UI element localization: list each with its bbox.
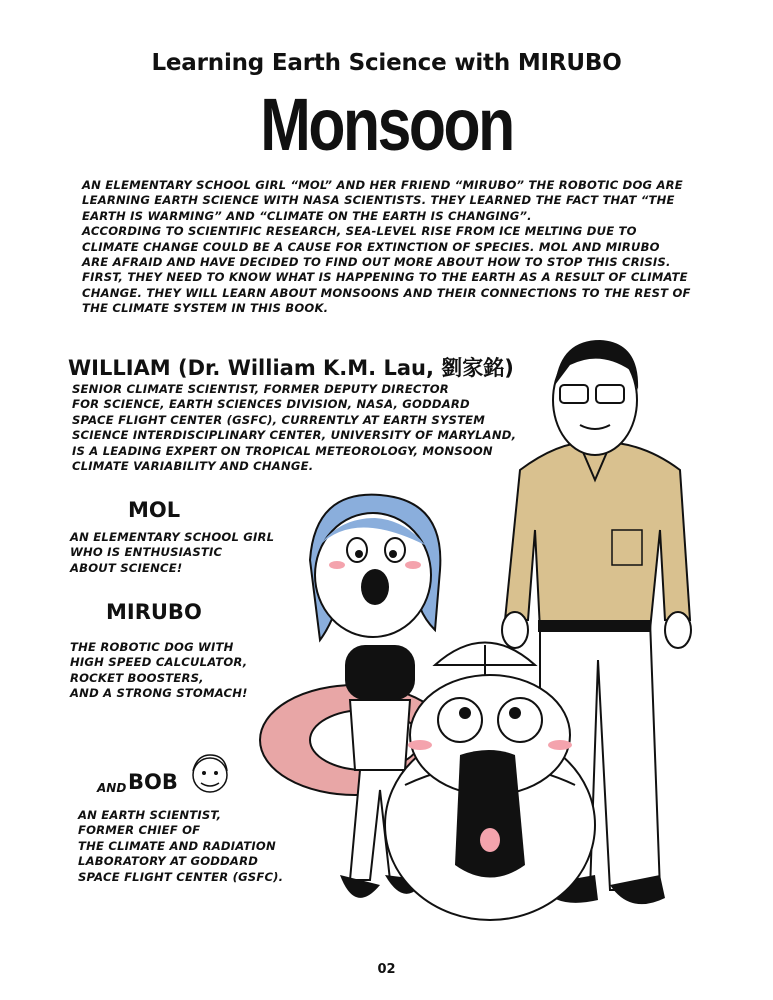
mirubo-illustration: [375, 625, 615, 925]
bob-name: BOB: [128, 770, 178, 794]
intro-line: EARTH IS WARMING” AND “CLIMATE ON THE EARTH IS CHANGING”.: [82, 208, 532, 223]
page-title: Monsoon: [260, 83, 513, 166]
mirubo-description: [70, 640, 310, 702]
intro-line: AN ELEMENTARY SCHOOL GIRL “MOL” AND HER FRIEND “MIRUBO” THE ROBOTIC DOG ARE: [82, 178, 683, 192]
intro-paragraph: [82, 178, 702, 317]
description-line: ABOUT SCIENCE!: [70, 560, 183, 575]
mirubo-name: MIRUBO: [106, 600, 202, 624]
mol-description: [70, 530, 310, 576]
intro-line: THE CLIMATE SYSTEM IN THIS BOOK.: [82, 301, 329, 316]
page-number: 02: [377, 962, 396, 977]
series-title: Learning Earth Science with MIRUBO: [151, 50, 622, 76]
description-line: AN EARTH SCIENTIST,: [78, 808, 222, 822]
description-line: FOR SCIENCE, EARTH SCIENCES DIVISION, NASA, GODDARD: [72, 397, 470, 412]
description-line: SCIENCE INTERDISCIPLINARY CENTER, UNIVERSITY OF MARYLAND,: [72, 428, 517, 443]
intro-line: CLIMATE CHANGE COULD BE A CAUSE FOR EXTINCTION OF SPECIES. MOL AND MIRUBO: [82, 239, 660, 254]
william-name: WILLIAM (Dr. William K.M. Lau, 劉家銘): [68, 356, 514, 380]
description-line: AND A STRONG STOMACH!: [70, 686, 248, 701]
bob-portrait-icon: [187, 751, 233, 797]
intro-line: ARE AFRAID AND HAVE DECIDED TO FIND OUT MORE ABOUT HOW TO STOP THIS CRISIS.: [82, 255, 671, 270]
description-line: SENIOR CLIMATE SCIENTIST, FORMER DEPUTY DIRECTOR: [72, 382, 449, 396]
description-line: WHO IS ENTHUSIASTIC: [70, 545, 223, 560]
description-line: FORMER CHIEF OF: [78, 823, 201, 838]
and-label: AND: [97, 781, 127, 795]
description-line: THE CLIMATE AND RADIATION: [78, 838, 276, 853]
description-line: SPACE FLIGHT CENTER (GSFC).: [78, 869, 284, 884]
bob-description: [78, 808, 338, 885]
mol-name: MOL: [128, 498, 181, 522]
description-line: HIGH SPEED CALCULATOR,: [70, 655, 248, 670]
description-line: IS A LEADING EXPERT ON TROPICAL METEOROLOGY, MONSOON: [72, 443, 493, 458]
intro-line: LEARNING EARTH SCIENCE WITH NASA SCIENTISTS. THEY LEARNED THE FACT THAT “THE: [82, 193, 675, 208]
intro-line: CHANGE. THEY WILL LEARN ABOUT MONSOONS AND THEIR CONNECTIONS TO THE REST OF: [82, 285, 691, 300]
description-line: ROCKET BOOSTERS,: [70, 670, 204, 685]
description-line: CLIMATE VARIABILITY AND CHANGE.: [72, 459, 314, 474]
intro-line: ACCORDING TO SCIENTIFIC RESEARCH, SEA-LEVEL RISE FROM ICE MELTING DUE TO: [82, 224, 637, 239]
description-line: LABORATORY AT GODDARD: [78, 854, 259, 869]
description-line: AN ELEMENTARY SCHOOL GIRL: [70, 530, 275, 544]
description-line: THE ROBOTIC DOG WITH: [70, 640, 234, 654]
intro-line: FIRST, THEY NEED TO KNOW WHAT IS HAPPENING TO THE EARTH AS A RESULT OF CLIMATE: [82, 270, 688, 285]
william-description: [72, 382, 542, 474]
description-line: SPACE FLIGHT CENTER (GSFC), CURRENTLY AT EARTH SYSTEM: [72, 412, 486, 427]
